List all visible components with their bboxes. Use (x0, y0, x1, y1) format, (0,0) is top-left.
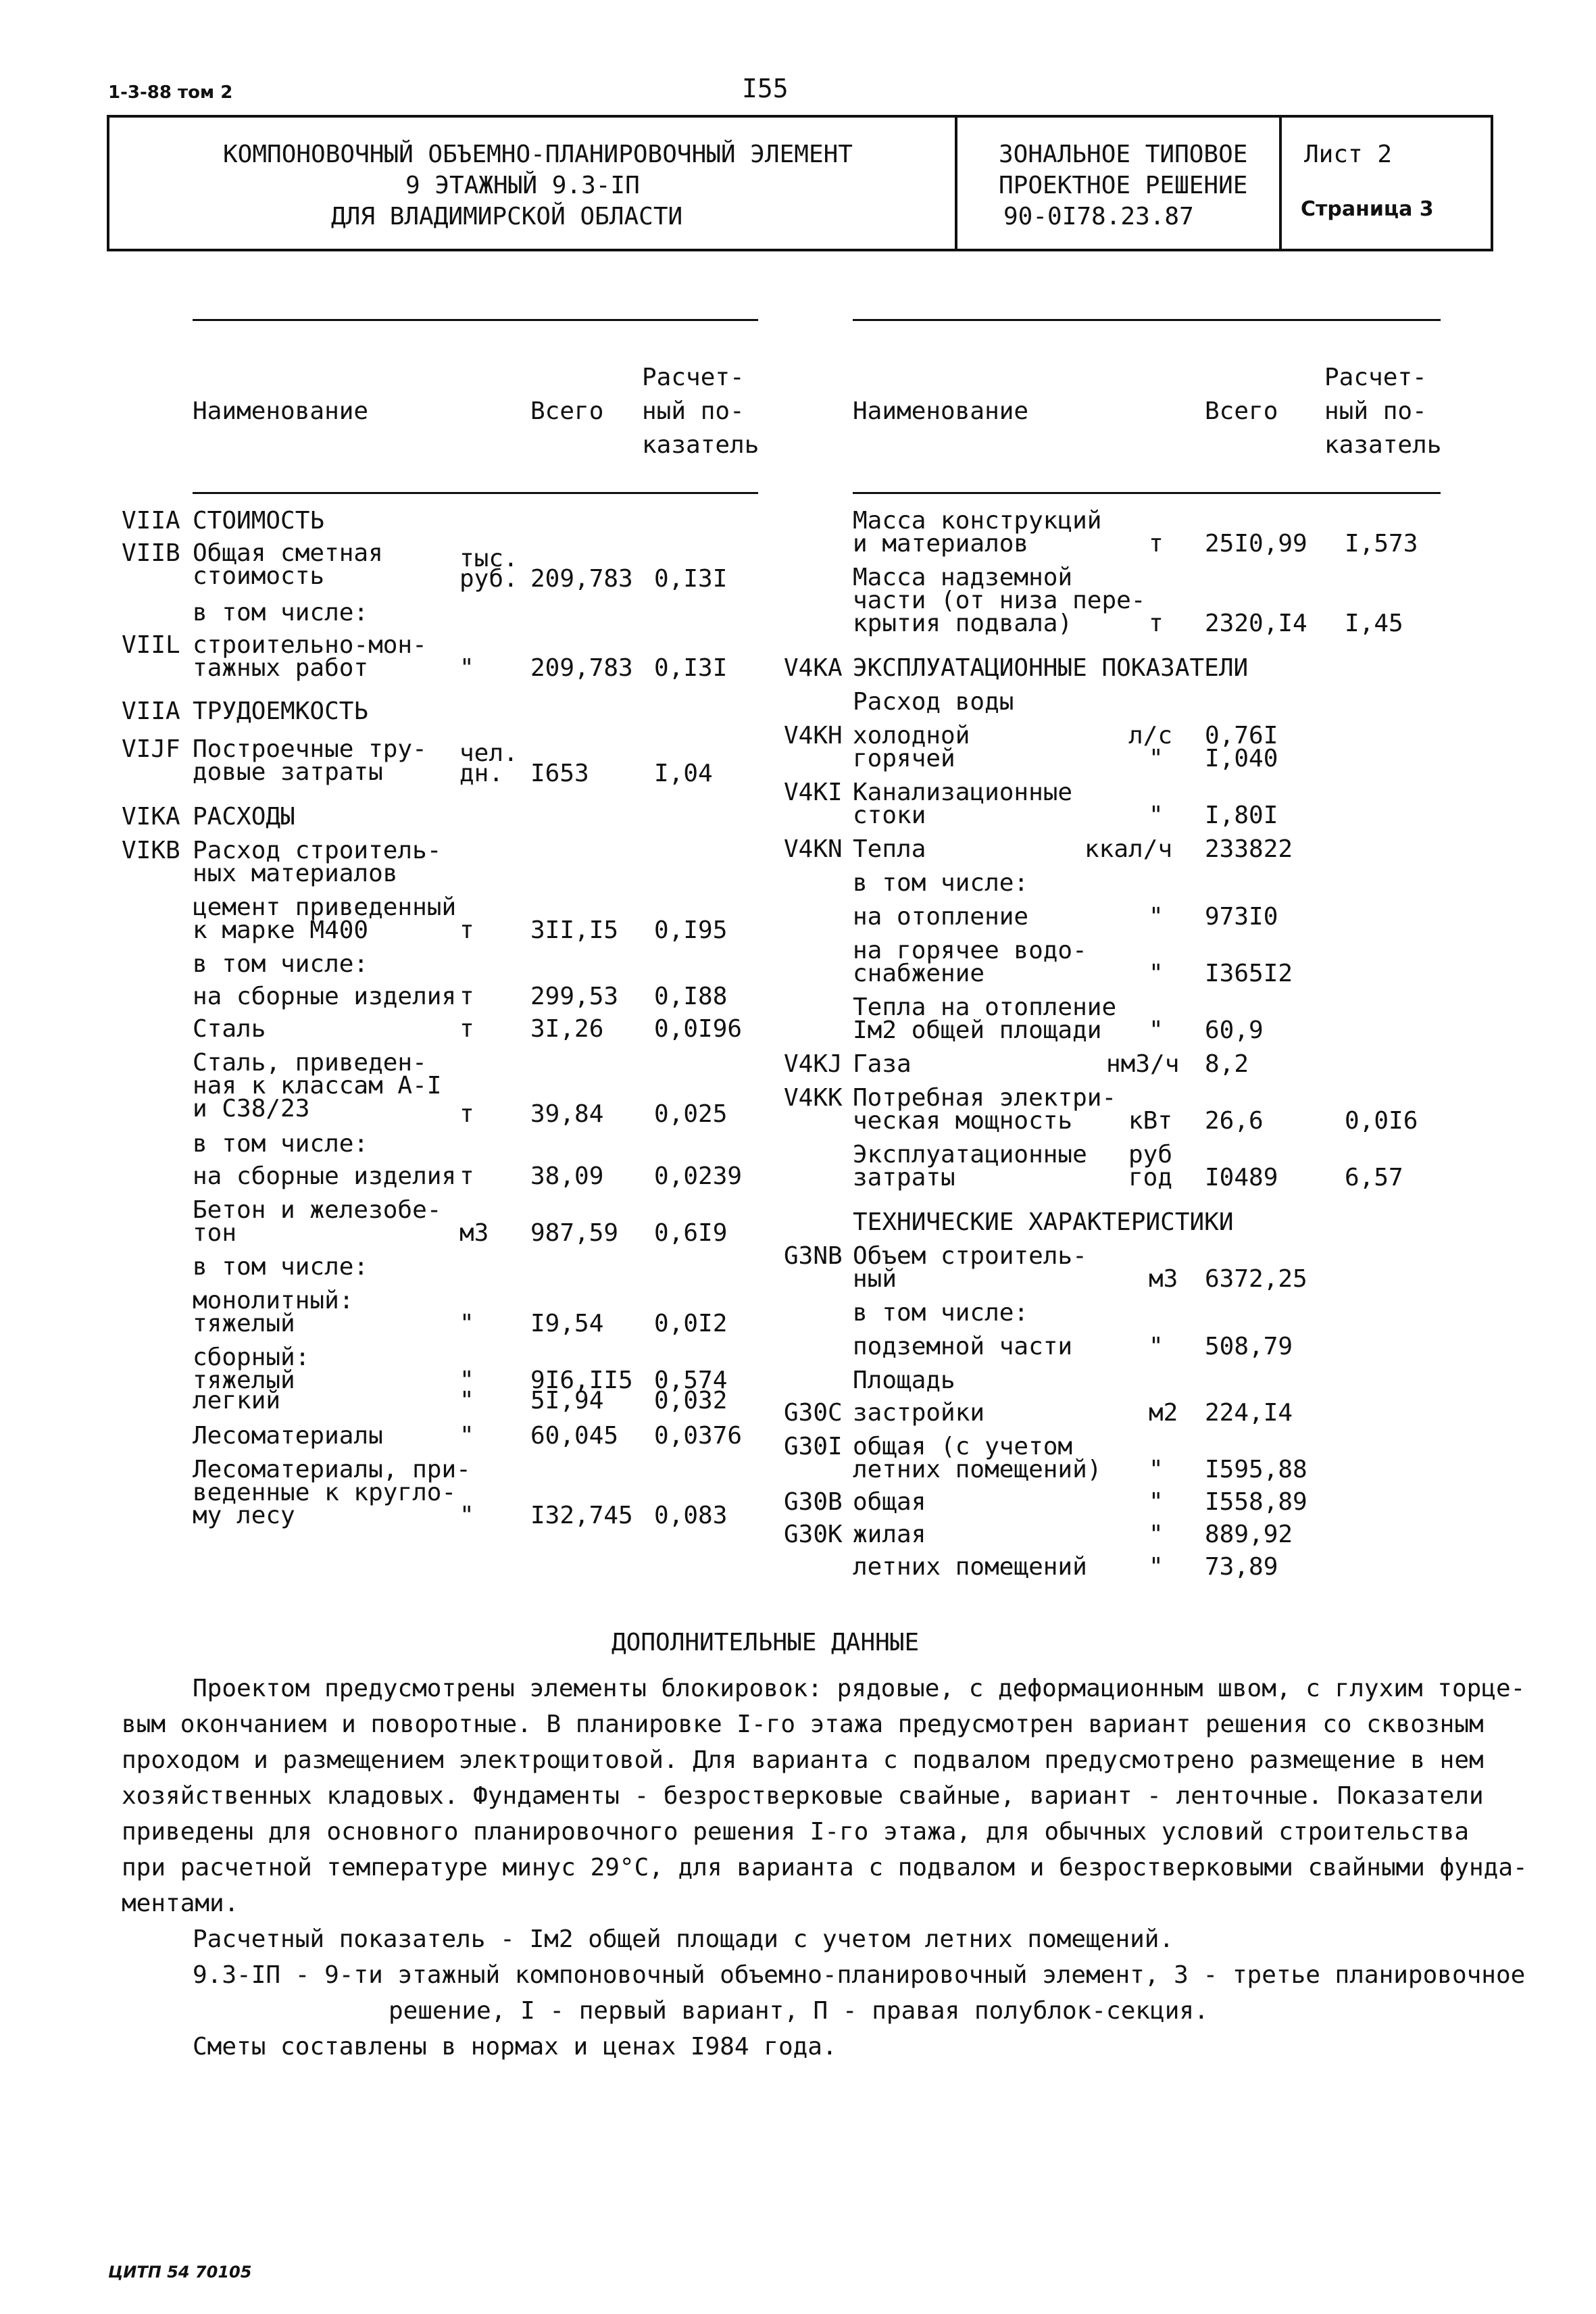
additional-title: ДОПОЛНИТЕЛЬНЫЕ ДАННЫЕ (612, 1629, 920, 1656)
row-unit: " (459, 654, 474, 682)
row-unit: " (1149, 745, 1164, 772)
right-header-calc-2: ный по- (1324, 397, 1427, 425)
right-header-name: Наименование (853, 397, 1029, 425)
row-unit: тыс. (459, 545, 518, 572)
row-name: летних помещений (853, 1553, 1087, 1581)
right-table-top-rule (853, 319, 1441, 321)
row-total: I595,88 (1205, 1456, 1307, 1483)
row-code: V4KN (784, 835, 843, 863)
row-calc: 0,I3I (654, 565, 728, 593)
row-total: 73,89 (1205, 1553, 1278, 1581)
row-name: Объем строитель- (853, 1242, 1087, 1270)
row-total: 9I6,II5 (530, 1367, 633, 1394)
left-header-calc-2: ный по- (642, 397, 745, 425)
title-block-divider-2 (1279, 115, 1282, 251)
row-name: в том числе: (853, 869, 1029, 897)
calc-indicator-note: Расчетный показатель - Iм2 общей площади с учетом летних помещений. (193, 1925, 1174, 1953)
row-calc: I,04 (654, 760, 713, 787)
row-code: G30I (784, 1433, 843, 1460)
row-code: V4KH (784, 722, 843, 749)
row-total: I32,745 (530, 1502, 633, 1529)
row-unit: " (1149, 960, 1164, 987)
row-calc: 0,0I96 (654, 1015, 743, 1043)
row-name: и С38/23 (193, 1095, 310, 1123)
row-name: на сборные изделия (193, 983, 457, 1010)
stamp-page: Страница 3 (1301, 197, 1434, 221)
row-unit: м2 (1149, 1399, 1178, 1427)
row-total: 3II,I5 (530, 916, 619, 944)
row-calc: 0,0I2 (654, 1310, 728, 1337)
row-name: ческая мощность (853, 1107, 1073, 1135)
row-name: Построечные тру- (193, 735, 427, 763)
row-unit: т (459, 1100, 474, 1128)
row-unit: " (1149, 1521, 1164, 1548)
row-total: I558,89 (1205, 1488, 1307, 1516)
page-number: I55 (742, 74, 789, 103)
row-total: 0,76I (1205, 722, 1278, 749)
right-header-calc-1: Расчет- (1324, 364, 1427, 391)
row-calc: 0,6I9 (654, 1219, 728, 1247)
prices-note: Сметы составлены в нормах и ценах I984 года. (193, 2033, 837, 2061)
row-unit: " (1149, 1456, 1164, 1483)
row-name: Сталь (193, 1015, 266, 1043)
row-name: на сборные изделия (193, 1162, 457, 1190)
row-code: VIKA (122, 803, 180, 831)
row-code: VIIA (122, 507, 180, 535)
stamp-project-line-2: ПРОЕКТНОЕ РЕШЕНИЕ (999, 172, 1248, 199)
row-code: G30B (784, 1488, 843, 1516)
row-total: 26,6 (1205, 1107, 1264, 1135)
row-unit: чел. (459, 739, 518, 767)
stamp-project-line-1: ЗОНАЛЬНОЕ ТИПОВОЕ (999, 141, 1248, 168)
row-name: горячей (853, 745, 955, 772)
row-calc: 0,I95 (654, 916, 728, 944)
row-total: I365I2 (1205, 960, 1293, 987)
row-name: к марке М400 (193, 916, 369, 944)
row-total: 973I0 (1205, 903, 1278, 931)
row-name: Общая сметная (193, 539, 383, 567)
additional-line-7: ментами. (122, 1890, 239, 1917)
row-name: в том числе: (193, 1253, 369, 1281)
additional-line-4: хозяйственных кладовых. Фундаменты - безростверковые свайные, вариант - ленточные. Показатели (122, 1782, 1484, 1810)
row-name: стоимость (193, 562, 325, 590)
row-total: I,80I (1205, 802, 1278, 829)
row-total: 209,783 (530, 565, 633, 593)
row-name: стоки (853, 802, 926, 829)
row-unit: " (1149, 1488, 1164, 1516)
row-total: 60,9 (1205, 1016, 1264, 1044)
row-name: затраты (853, 1164, 955, 1191)
row-name: общая (с учетом (853, 1433, 1073, 1460)
additional-line-3: проходом и размещением электрощитовой. Для варианта с подвалом предусмотрено размещение в нем (122, 1746, 1484, 1774)
row-unit: " (459, 1310, 474, 1337)
row-unit: т (459, 1162, 474, 1190)
code-explanation-line-2: решение, I - первый вариант, П - правая полублок-секция. (389, 1997, 1209, 2025)
row-total: 5I,94 (530, 1387, 604, 1414)
left-header-calc-3: казатель (642, 431, 759, 459)
row-unit: руб (1128, 1141, 1173, 1168)
footer-stamp: ЦИТП 54 70105 (108, 2263, 252, 2282)
row-total: 889,92 (1205, 1521, 1293, 1548)
row-unit: дн. (459, 760, 504, 787)
row-total: I,040 (1205, 745, 1278, 772)
stamp-sheet: Лист 2 (1304, 141, 1393, 168)
row-calc: 0,025 (654, 1100, 728, 1128)
row-name: ТЕХНИЧЕСКИЕ ХАРАКТЕРИСТИКИ (853, 1208, 1234, 1236)
title-block-divider-1 (955, 115, 957, 251)
row-total: 39,84 (530, 1100, 604, 1128)
left-header-total: Всего (530, 397, 604, 425)
row-calc: I,573 (1345, 530, 1418, 558)
row-unit: год (1128, 1164, 1173, 1191)
row-code: VIJF (122, 735, 180, 763)
row-total: 224,I4 (1205, 1399, 1293, 1427)
right-header-calc-3: казатель (1324, 431, 1442, 459)
additional-line-6: при расчетной температуре минус 29°С, для варианта с подвалом и безростверковыми свайными фунда- (122, 1854, 1528, 1881)
row-name: застройки (853, 1399, 985, 1427)
row-unit: ккал/ч (1084, 835, 1173, 863)
row-code: V4KK (784, 1084, 843, 1112)
row-total: 508,79 (1205, 1333, 1293, 1360)
doc-reference: 1-3-88 том 2 (108, 82, 233, 103)
row-code: VIIB (122, 539, 180, 567)
row-unit: " (459, 1422, 474, 1450)
row-name: в том числе: (193, 950, 369, 978)
row-unit: " (1149, 1333, 1164, 1360)
stamp-project-line-3: 90-0I78.23.87 (1003, 203, 1194, 230)
row-total: 3I,26 (530, 1015, 604, 1043)
left-table-header-rule (193, 492, 758, 494)
row-calc: 0,0239 (654, 1162, 743, 1190)
row-name: Лесоматериалы (193, 1422, 383, 1450)
row-name: монолитный: (193, 1287, 354, 1314)
row-name: сборный: (193, 1344, 310, 1371)
row-total: 25I0,99 (1205, 530, 1307, 558)
row-unit: " (459, 1502, 474, 1529)
row-unit: т (1149, 530, 1164, 558)
row-name: Расход строитель- (193, 837, 442, 864)
stamp-title-line-1: КОМПОНОВОЧНЫЙ ОБЪЕМНО-ПЛАНИРОВОЧНЫЙ ЭЛЕМЕНТ (223, 141, 853, 168)
row-total: 2320,I4 (1205, 610, 1307, 637)
row-calc: I,45 (1345, 610, 1403, 637)
title-block (107, 115, 1493, 251)
row-name: на горячее водо- (853, 937, 1087, 964)
row-name: довые затраты (193, 758, 383, 786)
row-unit: " (1149, 1553, 1164, 1581)
row-name: общая (853, 1488, 926, 1516)
row-total: 6372,25 (1205, 1265, 1307, 1293)
row-calc: 0,I88 (654, 983, 728, 1010)
row-name: строительно-мон- (193, 631, 427, 659)
row-name: Iм2 общей площади (853, 1016, 1102, 1044)
row-name: на отопление (853, 903, 1029, 931)
row-name: подземной части (853, 1333, 1073, 1360)
row-calc: 0,0I6 (1345, 1107, 1418, 1135)
code-explanation-line-1: 9.3-IП - 9-ти этажный компоновочный объемно-планировочный элемент, 3 - третье планировочное (193, 1961, 1526, 1989)
row-name: и материалов (853, 530, 1029, 558)
row-name: тажных работ (193, 654, 369, 682)
row-code: V4KA (784, 654, 843, 682)
additional-line-1: Проектом предусмотрены элементы блокировок: рядовые, с деформационным швом, с глухим торце- (193, 1675, 1526, 1702)
row-name: Эксплуатационные (853, 1141, 1087, 1168)
row-name: ЭКСПЛУАТАЦИОННЫЕ ПОКАЗАТЕЛИ (853, 654, 1249, 682)
row-name: Сталь, приведен- (193, 1049, 427, 1077)
row-total: I0489 (1205, 1164, 1278, 1191)
row-unit: " (459, 1387, 474, 1414)
row-unit: руб. (459, 565, 518, 593)
row-name: Расход воды (853, 688, 1014, 716)
row-name: части (от низа пере- (853, 587, 1146, 614)
row-name: ТРУДОЕМКОСТЬ (193, 697, 369, 725)
row-unit: л/с (1128, 722, 1173, 749)
row-unit: т (459, 983, 474, 1010)
row-name: тяжелый (193, 1310, 295, 1337)
row-unit: " (1149, 903, 1164, 931)
row-code: G3NB (784, 1242, 843, 1270)
row-name: крытия подвала) (853, 610, 1073, 637)
row-name: му лесу (193, 1502, 295, 1529)
left-header-calc-1: Расчет- (642, 364, 745, 391)
row-total: I653 (530, 760, 589, 787)
row-name: цемент приведенный (193, 893, 457, 921)
right-table-header-rule (853, 492, 1441, 494)
left-table-top-rule (193, 319, 758, 321)
row-total: 233822 (1205, 835, 1293, 863)
row-code: VIIL (122, 631, 180, 659)
row-name: Бетон и железобе- (193, 1196, 442, 1224)
row-unit: нм3/ч (1106, 1050, 1180, 1078)
row-name: тон (193, 1219, 237, 1247)
row-total: 38,09 (530, 1162, 604, 1190)
additional-line-5: приведены для основного планировочного решения I-го этажа, для обычных условий строительства (122, 1818, 1469, 1846)
row-name: легкий (193, 1387, 281, 1414)
row-unit: т (459, 1015, 474, 1043)
row-name: Масса конструкций (853, 507, 1102, 535)
row-unit: " (1149, 1016, 1164, 1044)
row-name: Масса надземной (853, 564, 1073, 591)
right-header-total: Всего (1205, 397, 1278, 425)
row-name: Лесоматериалы, при- (193, 1456, 471, 1483)
row-name: в том числе: (193, 1130, 369, 1158)
row-name: в том числе: (193, 599, 369, 626)
left-header-name: Наименование (193, 397, 369, 425)
row-calc: 0,574 (654, 1367, 728, 1394)
row-name: жилая (853, 1521, 926, 1548)
row-code: G30K (784, 1521, 843, 1548)
row-unit: т (459, 916, 474, 944)
row-unit: " (1149, 802, 1164, 829)
row-name: летних помещений) (853, 1456, 1102, 1483)
row-name: ная к классам А-I (193, 1072, 442, 1100)
row-name: ных материалов (193, 860, 398, 887)
row-code: V4KJ (784, 1050, 843, 1078)
row-unit: " (459, 1367, 474, 1394)
row-name: Газа (853, 1050, 912, 1078)
row-code: VIKB (122, 837, 180, 864)
row-name: СТОИМОСТЬ (193, 507, 325, 535)
row-calc: 0,0376 (654, 1422, 743, 1450)
row-calc: 0,I3I (654, 654, 728, 682)
row-total: 209,783 (530, 654, 633, 682)
row-unit: т (1149, 610, 1164, 637)
row-code: VIIA (122, 697, 180, 725)
row-unit: кВт (1128, 1107, 1173, 1135)
row-total: 8,2 (1205, 1050, 1249, 1078)
row-name: Площадь (853, 1367, 955, 1394)
row-name: Тепла на отопление (853, 993, 1117, 1021)
row-name: Тепла (853, 835, 926, 863)
row-name: в том числе: (853, 1299, 1029, 1327)
row-name: ный (853, 1265, 897, 1293)
row-name: тяжелый (193, 1367, 295, 1394)
row-total: I9,54 (530, 1310, 604, 1337)
row-unit: м3 (1149, 1265, 1178, 1293)
row-calc: 0,083 (654, 1502, 728, 1529)
row-calc: 6,57 (1345, 1164, 1403, 1191)
row-code: V4KI (784, 779, 843, 806)
row-name: веденные к кругло- (193, 1479, 457, 1506)
row-name: Канализационные (853, 779, 1073, 806)
row-unit: м3 (459, 1219, 489, 1247)
row-calc: 0,032 (654, 1387, 728, 1414)
row-name: снабжение (853, 960, 985, 987)
row-name: РАСХОДЫ (193, 803, 295, 831)
stamp-title-line-2: 9 ЭТАЖНЫЙ 9.3-IП (405, 172, 640, 199)
row-code: G30C (784, 1399, 843, 1427)
row-name: Потребная электри- (853, 1084, 1117, 1112)
stamp-title-line-3: ДЛЯ ВЛАДИМИРСКОЙ ОБЛАСТИ (331, 203, 683, 230)
additional-line-2: вым окончанием и поворотные. В планировке I-го этажа предусмотрен вариант решения со сквозным (122, 1710, 1484, 1738)
row-total: 60,045 (530, 1422, 619, 1450)
row-total: 987,59 (530, 1219, 619, 1247)
row-name: холодной (853, 722, 970, 749)
row-total: 299,53 (530, 983, 619, 1010)
